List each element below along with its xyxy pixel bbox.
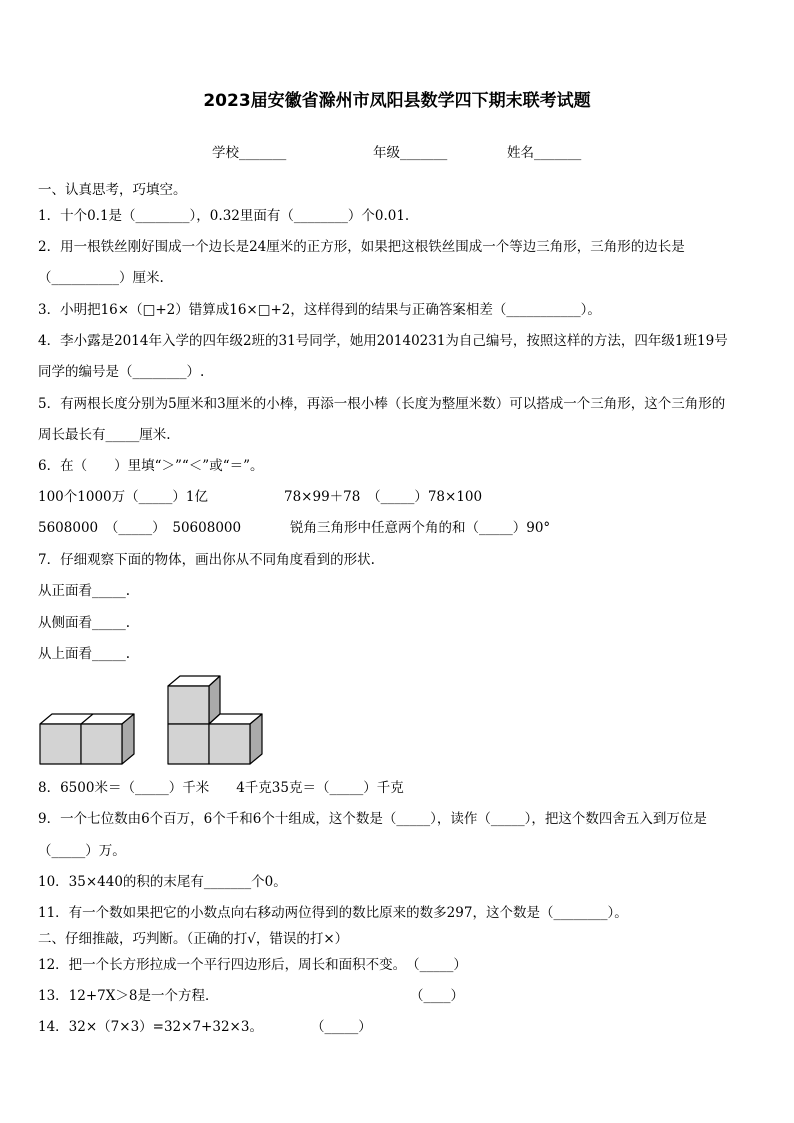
question-9: 9．一个七位数由6个百万，6个千和6个十组成，这个数是（_____），读作（_____），把这个数四舍五入到万位是 [38, 811, 707, 827]
page-title: 2023届安徽省滁州市凤阳县数学四下期末联考试题 [203, 91, 591, 111]
question-1: 1．十个0.1是（________），0.32里面有（________）个0.01. [38, 208, 410, 224]
question-14-answer: （_____） [311, 1019, 372, 1035]
section-2-heading: 二、仔细推敲，巧判断。（正确的打√，错误的打×） [38, 931, 349, 947]
question-6-item-3: 5608000 （_____） 50608000 [38, 520, 242, 536]
question-6-item-4: 锐角三角形中任意两个角的和（_____）90° [290, 520, 551, 536]
question-14: 14．32×（7×3）=32×7+32×3。 [38, 1019, 263, 1035]
question-5-cont: 周长最长有_____厘米. [38, 427, 171, 443]
cube-front-face [168, 686, 209, 724]
question-13: 13．12+7X＞8是一个方程． [38, 988, 219, 1004]
question-9-cont: （_____）万。 [38, 843, 126, 859]
question-12: 12．把一个长方形拉成一个平行四边形后，周长和面积不变。 （_____） [38, 957, 467, 973]
question-6-item-1: 100个1000万（_____）1亿 [38, 489, 208, 505]
question-3: 3．小明把16×（□+2）错算成16×□+2，这样得到的结果与正确答案相差（___________）。 [38, 302, 601, 318]
question-10: 10．35×440的积的末尾有_______个0。 [38, 874, 287, 890]
question-2-cont: （__________）厘米. [38, 270, 164, 286]
question-13-answer: （____） [410, 988, 464, 1004]
school-field: 学校_______ [212, 145, 287, 161]
name-field: 姓名_______ [507, 145, 582, 161]
question-7-side: 从侧面看_____. [38, 615, 131, 631]
cube-front-face [40, 724, 81, 764]
question-2: 2．用一根铁丝刚好围成一个边长是24厘米的正方形，如果把这根铁丝围成一个等边三角形，三角形的边长是 [38, 239, 685, 255]
question-7-front: 从正面看_____. [38, 583, 131, 599]
section-1-heading: 一、认真思考，巧填空。 [38, 182, 187, 198]
question-7: 7．仔细观察下面的物体，画出你从不同角度看到的形状. [38, 552, 375, 568]
question-4-cont: 同学的编号是（________）. [38, 364, 205, 380]
cube-front-face [209, 724, 250, 764]
cube-figure [38, 674, 268, 774]
cube-front-face [168, 724, 209, 764]
question-6-item-2: 78×99＋78 （_____）78×100 [284, 489, 483, 505]
question-7-top: 从上面看_____. [38, 646, 131, 662]
question-6: 6．在（ ）里填“＞”“＜”或“＝”。 [38, 458, 264, 474]
question-4: 4．李小露是2014年入学的四年级2班的31号同学，她用20140231为自己编号，按照这样的方法，四年级1班19号 [38, 333, 728, 349]
cube-front-face [81, 724, 122, 764]
grade-field: 年级_______ [373, 145, 448, 161]
question-11: 11．有一个数如果把它的小数点向右移动两位得到的数比原来的数多297，这个数是（________）。 [38, 905, 628, 921]
question-8: 8．6500米＝（_____）千米 4千克35克＝（_____）千克 [38, 780, 404, 796]
question-5: 5．有两根长度分别为5厘米和3厘米的小棒，再添一根小棒（长度为整厘米数）可以搭成一个三角形，这个三角形的 [38, 396, 726, 412]
